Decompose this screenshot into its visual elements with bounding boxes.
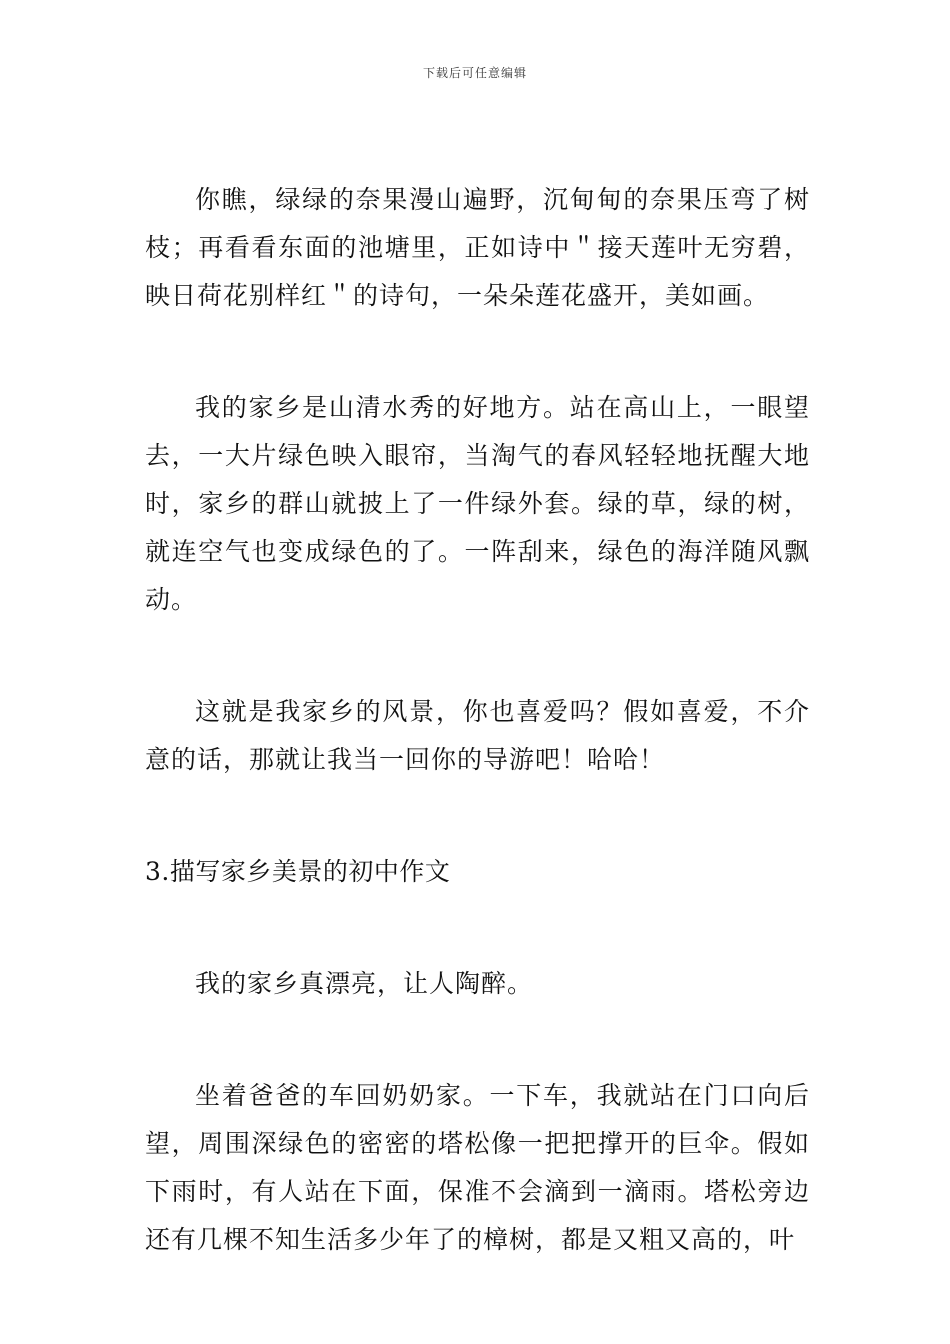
section-paragraph-1: 我的家乡真漂亮，让人陶醉。 bbox=[195, 969, 534, 998]
paragraph-1: 你瞧，绿绿的奈果漫山遍野，沉甸甸的奈果压弯了树枝；再看看东面的池塘里，正如诗中＂接天莲叶无穷碧，映日荷花别样红＂的诗句，一朵朵莲花盛开，美如画。 bbox=[145, 185, 810, 310]
document-body bbox=[145, 176, 810, 1328]
section-paragraph-2: 坐着爸爸的车回奶奶家。一下车，我就站在门口向后望，周围深绿色的密密的塔松像一把把撑开的巨伞。假如下雨时，有人站在下面，保准不会滴到一滴雨。塔松旁边还有几棵不知生活多少年了的樟树，都是又粗又高的，叶 bbox=[145, 1081, 810, 1254]
paragraph-3: 这就是我家乡的风景，你也喜爱吗？假如喜爱，不介意的话，那就让我当一回你的导游吧！哈哈！ bbox=[145, 697, 810, 774]
section-heading: 3.描写家乡美景的初中作文 bbox=[145, 857, 451, 886]
header-note: 下载后可任意编辑 bbox=[422, 66, 527, 80]
paragraph-2: 我的家乡是山清水秀的好地方。站在高山上，一眼望去，一大片绿色映入眼帘，当淘气的春风轻轻地抚醒大地时，家乡的群山就披上了一件绿外套。绿的草，绿的树，就连空气也变成绿色的了。一阵刮来，绿色的海洋随风飘动。 bbox=[145, 393, 810, 614]
